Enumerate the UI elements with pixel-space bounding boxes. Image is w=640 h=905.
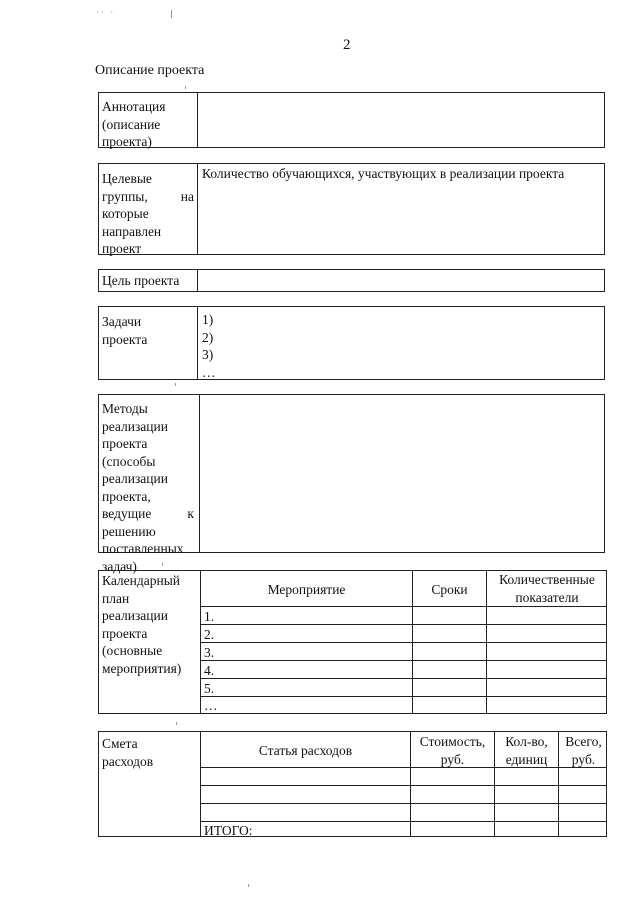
methods-label: Методы реализации проекта (способы реализации проекта, ведущие к решению поставленных задач): [102, 401, 194, 574]
goal-label: Цель проекта: [102, 273, 180, 288]
calendar-row-number[interactable]: 3.: [204, 645, 215, 660]
budget-total-label: ИТОГО:: [204, 823, 253, 838]
task-item[interactable]: …: [202, 364, 216, 380]
row-divider: [200, 642, 606, 643]
row-divider: [200, 785, 606, 786]
annotation-label: Аннотация (описание проекта): [102, 99, 166, 149]
scan-speck: [176, 722, 177, 725]
scan-marks: ·· ·: [96, 7, 116, 17]
column-divider: [197, 307, 198, 379]
budget-table: [98, 731, 607, 837]
budget-header-item: Статья расходов: [258, 743, 353, 758]
calendar-row-number[interactable]: 4.: [204, 663, 215, 678]
calendar-row-number[interactable]: 5.: [204, 681, 215, 696]
row-divider: [200, 803, 606, 804]
calendar-row-number[interactable]: 2.: [204, 627, 215, 642]
target-groups-label: Целевые группы, на которые направлен проект: [102, 171, 194, 256]
row-divider: [200, 624, 606, 625]
scan-speck: [185, 86, 186, 89]
methods-table: [98, 394, 605, 574]
target-groups-table: [98, 163, 605, 255]
calendar-header-event: Мероприятие: [267, 582, 346, 597]
scan-speck: [248, 884, 249, 887]
page-number: 2: [343, 37, 351, 53]
column-divider: [197, 270, 198, 291]
budget-header-cost: Стоимость, руб.: [419, 734, 486, 767]
row-divider: [200, 821, 606, 822]
scan-speck: [171, 10, 172, 18]
calendar-label: Календарный план реализации проекта (основные мероприятия): [102, 573, 182, 676]
row-divider: [200, 606, 606, 607]
row-divider: [200, 696, 606, 697]
task-item[interactable]: 1): [202, 312, 214, 327]
task-item[interactable]: 2): [202, 329, 214, 345]
tasks-label: Задачи проекта: [102, 314, 148, 347]
row-divider: [200, 660, 606, 661]
calendar-header-indicators: Количественные показатели: [499, 572, 595, 605]
task-item[interactable]: 3): [202, 347, 214, 362]
budget-label: Смета расходов: [102, 736, 154, 769]
calendar-table: [98, 570, 607, 714]
budget-header-total: Всего, руб.: [565, 734, 602, 767]
column-divider: [197, 93, 198, 147]
row-divider: [200, 678, 606, 679]
scan-speck: [175, 383, 176, 386]
target-groups-value[interactable]: Количество обучающихся, участвующих в реализации проекта: [202, 166, 565, 181]
budget-header-quantity: Кол-во, единиц: [505, 734, 548, 767]
annotation-table: [98, 92, 605, 148]
column-divider: [199, 395, 200, 552]
tasks-list: [202, 311, 216, 381]
calendar-row-number[interactable]: 1.: [204, 609, 215, 624]
calendar-header-dates: Сроки: [431, 582, 468, 597]
tasks-table: [98, 306, 605, 380]
section-title: Описание проекта: [95, 63, 205, 78]
goal-table: [98, 269, 605, 292]
column-divider: [197, 164, 198, 254]
calendar-row-number[interactable]: …: [204, 698, 218, 713]
